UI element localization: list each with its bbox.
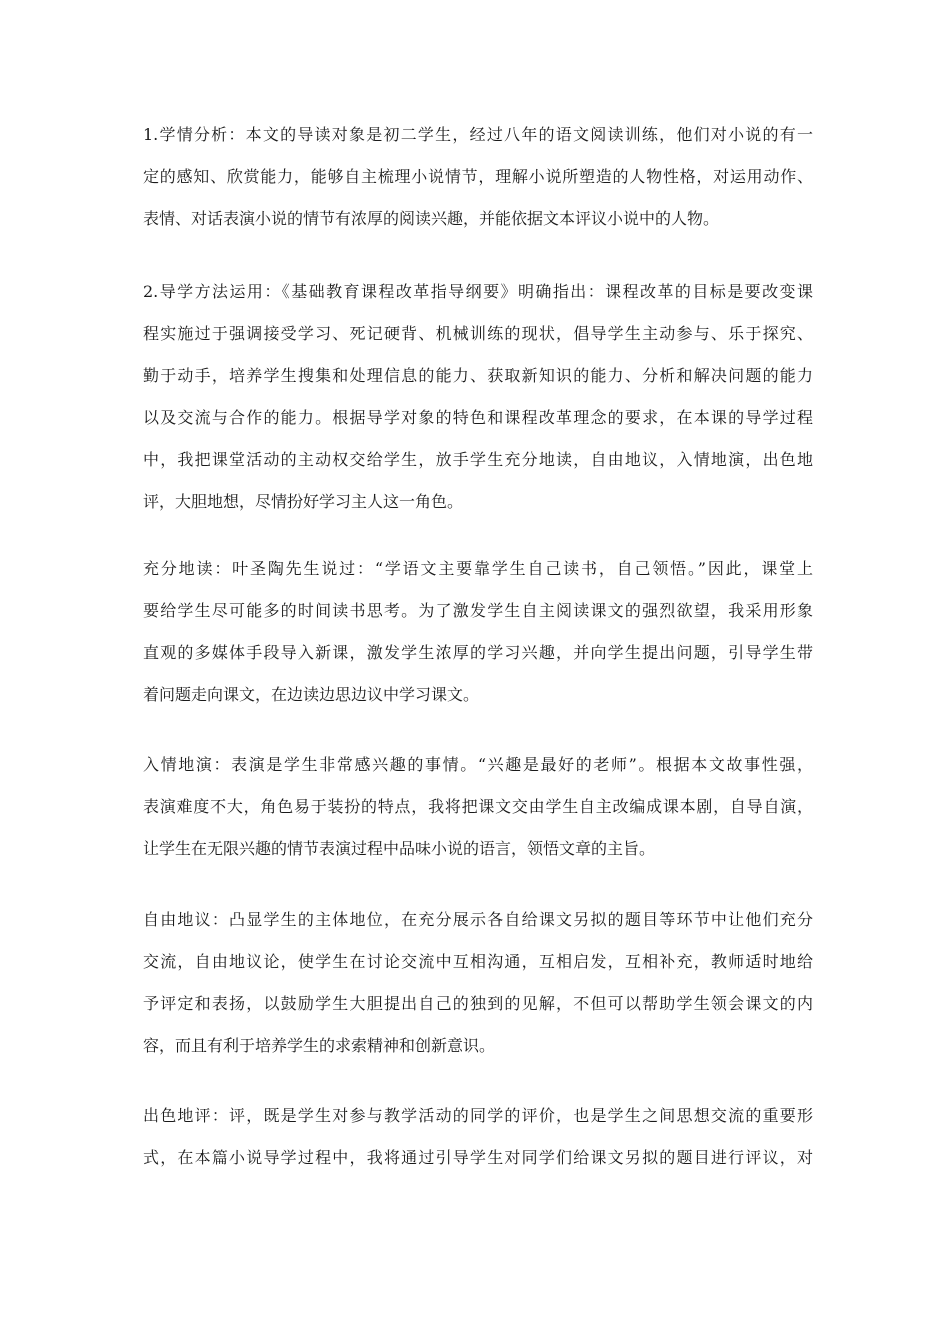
paragraph-line: 容，而且有利于培养学生的求索精神和创新意识。 [143,1036,496,1055]
paragraph-full-reading [143,555,813,723]
paragraph-line: 交流，自由地议论，使学生在讨论交流中互相沟通，互相启发，互相补充，教师适时地给 [143,952,813,971]
paragraph-line: 以及交流与合作的能力。根据导学对象的特色和课程改革理念的要求，在本课的导学过程 [143,408,813,427]
paragraph-line: 评，大胆地想，尽情扮好学习主人这一角色。 [143,492,464,511]
paragraph-line: 出色地评：评，既是学生对参与教学活动的同学的评价，也是学生之间思想交流的重要形 [143,1106,813,1125]
paragraph-learning-analysis [143,121,813,247]
paragraph-line: 2.导学方法运用：《基础教育课程改革指导纲要》明确指出：课程改革的目标是要改变课 [143,282,813,301]
paragraph-line: 中，我把课堂活动的主动权交给学生，放手学生充分地读，自由地议，入情地演，出色地 [143,450,813,469]
paragraph-line: 要给学生尽可能多的时间读书思考。为了激发学生自主阅读课文的强烈欲望，我采用形象 [143,601,813,620]
paragraph-line: 式，在本篇小说导学过程中，我将通过引导学生对同学们给课文另拟的题目进行评议，对 [143,1148,813,1167]
paragraph-line: 勤于动手，培养学生搜集和处理信息的能力、获取新知识的能力、分析和解决问题的能力 [143,366,813,385]
paragraph-line: 自由地议：凸显学生的主体地位，在充分展示各自给课文另拟的题目等环节中让他们充分 [143,910,813,929]
paragraph-line: 着问题走向课文，在边读边思边议中学习课文。 [143,685,480,704]
paragraph-line: 让学生在无限兴趣的情节表演过程中品味小说的语言，领悟文章的主旨。 [143,839,656,858]
paragraph-line: 表演难度不大，角色易于装扮的特点，我将把课文交由学生自主改编成课本剧，自导自演， [143,797,813,816]
paragraph-evaluation [143,1102,813,1186]
paragraph-line: 入情地演：表演是学生非常感兴趣的事情。“兴趣是最好的老师”。根据本文故事性强， [143,755,813,774]
paragraph-line: 充分地读：叶圣陶先生说过：“学语文主要靠学生自己读书，自己领悟。”因此，课堂上 [143,559,813,578]
paragraph-teaching-methods [143,278,813,530]
paragraph-line: 予评定和表扬，以鼓励学生大胆提出自己的独到的见解，不但可以帮助学生领会课文的内 [143,994,813,1013]
paragraph-free-discussion [143,906,813,1074]
paragraph-line: 程实施过于强调接受学习、死记硬背、机械训练的现状，倡导学生主动参与、乐于探究、 [143,324,813,343]
paragraph-line: 1.学情分析：本文的导读对象是初二学生，经过八年的语文阅读训练，他们对小说的有一 [143,125,813,144]
paragraph-line: 表情、对话表演小说的情节有浓厚的阅读兴趣，并能依据文本评议小说中的人物。 [143,209,720,228]
paragraph-line: 定的感知、欣赏能力，能够自主梳理小说情节，理解小说所塑造的人物性格，对运用动作、 [143,167,813,186]
paragraph-performing [143,751,813,877]
paragraph-line: 直观的多媒体手段导入新课，激发学生浓厚的学习兴趣，并向学生提出问题，引导学生带 [143,643,813,662]
